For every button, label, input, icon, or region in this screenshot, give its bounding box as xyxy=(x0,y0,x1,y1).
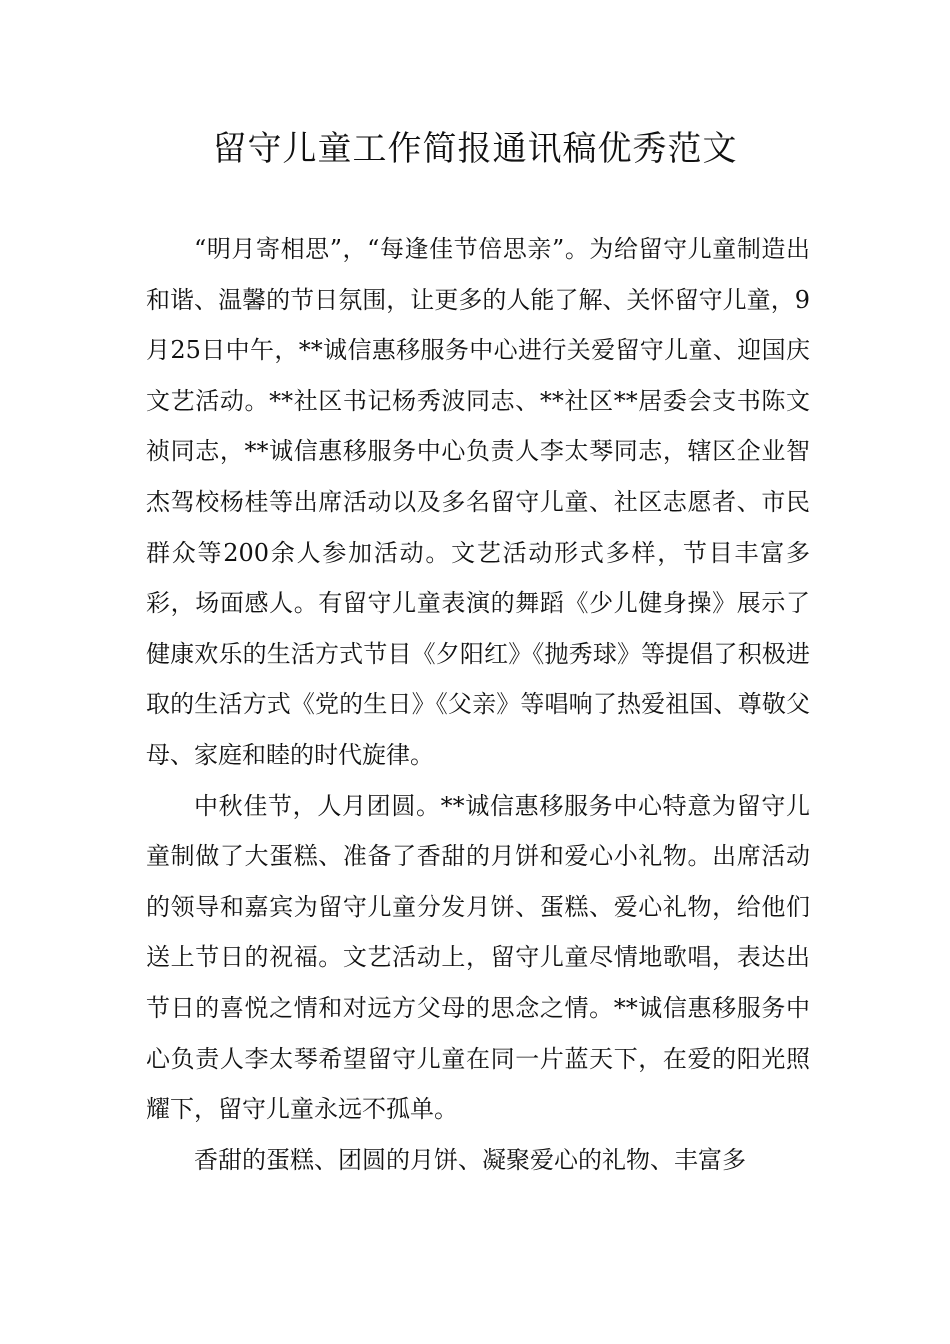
paragraph: 中秋佳节，人月团圆。**诚信惠移服务中心特意为留守儿童制做了大蛋糕、准备了香甜的月饼和爱心小礼物。出席活动的领导和嘉宾为留守儿童分发月饼、蛋糕、爱心礼物，给他们送上节日的祝福。文艺活动上，留守儿童尽情地歌唱，表达出节日的喜悦之情和对远方父母的思念之情。**诚信惠移服务中心负责人李太琴希望留守儿童在同一片蓝天下，在爱的阳光照耀下，留守儿童永远不孤单。 xyxy=(146,791,810,1124)
paragraph: “明月寄相思”，“每逢佳节倍思亲”。为给留守儿童制造出和谐、温馨的节日氛围，让更多的人能了解、关怀留守儿童，9月25日中午，**诚信惠移服务中心进行关爱留守儿童、迎国庆文艺活动。**社区书记杨秀波同志、**社区**居委会支书陈文祯同志，**诚信惠移服务中心负责人李太琴同志，辖区企业智杰驾校杨桂等出席活动以及多名留守儿童、社区志愿者、市民群众等200余人参加活动。文艺活动形式多样，节目丰富多彩，场面感人。有留守儿童表演的舞蹈《少儿健身操》展示了健康欢乐的生活方式节目《夕阳红》《抛秀球》等提倡了积极进取的生活方式《党的生日》《父亲》等唱响了热爱祖国、尊敬父母、家庭和睦的时代旋律。 xyxy=(146,235,810,769)
paragraph: 香甜的蛋糕、团圆的月饼、凝聚爱心的礼物、丰富多 xyxy=(194,1145,746,1174)
document-body xyxy=(146,224,810,1185)
document-title: 留守儿童工作简报通讯稿优秀范文 xyxy=(212,129,738,169)
